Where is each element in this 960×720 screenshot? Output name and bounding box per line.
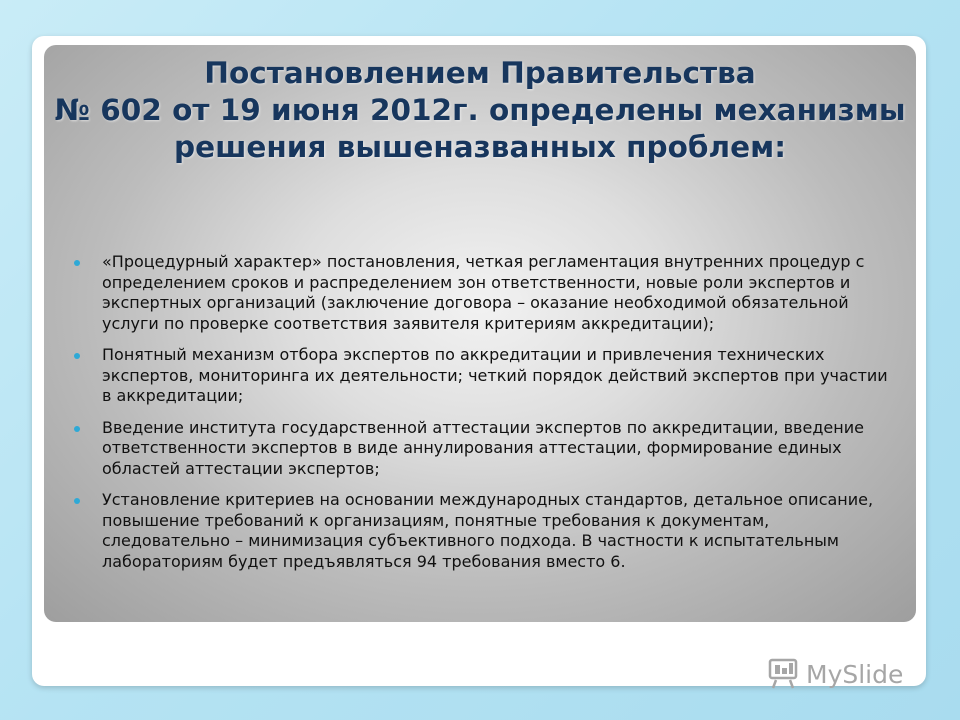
presentation-board-icon (768, 658, 802, 690)
bullet-item (72, 252, 894, 334)
watermark (768, 656, 903, 692)
bullet-text: «Процедурный характер» постановления, четкая регламентация внутренних процедур с определением сроков и распределением зон ответственности, новые роли экспертов и экспертных организаций (заключение договора – оказание необходимой обязательной услуги по проверке соответствия заявителя критериям аккредитации); (102, 252, 865, 333)
bullet-item (72, 490, 894, 572)
content-panel (44, 45, 916, 622)
bullet-text: Установление критериев на основании международных стандартов, детальное описание, повышение требований к организациям, понятные требования к документам, следовательно – минимизация субъективного подхода. В частности к испытательным лабораториям будет предъявляться 94 требования вместо 6. (102, 490, 874, 571)
bullet-text: Введение института государственной аттестации экспертов по аккредитации, введение ответственности экспертов в виде аннулирования аттестации, формирование единых областей аттестации экспертов; (102, 417, 864, 478)
slide-title: Постановлением Правительства № 602 от 19 июня 2012г. определены механизмы решения вышеназванных проблем: (54, 56, 906, 164)
bullet-icon (74, 260, 80, 266)
bullet-list (72, 252, 894, 583)
bullet-item (72, 345, 894, 407)
bullet-icon (74, 498, 80, 504)
bullet-icon (74, 426, 80, 432)
bullet-item (72, 418, 894, 480)
watermark-text: MySlide (806, 659, 904, 689)
bullet-text: Понятный механизм отбора экспертов по аккредитации и привлечения технических экспертов, мониторинга их деятельности; четкий порядок действий экспертов при участии в аккредитации; (102, 345, 888, 405)
bullet-icon (74, 353, 80, 359)
